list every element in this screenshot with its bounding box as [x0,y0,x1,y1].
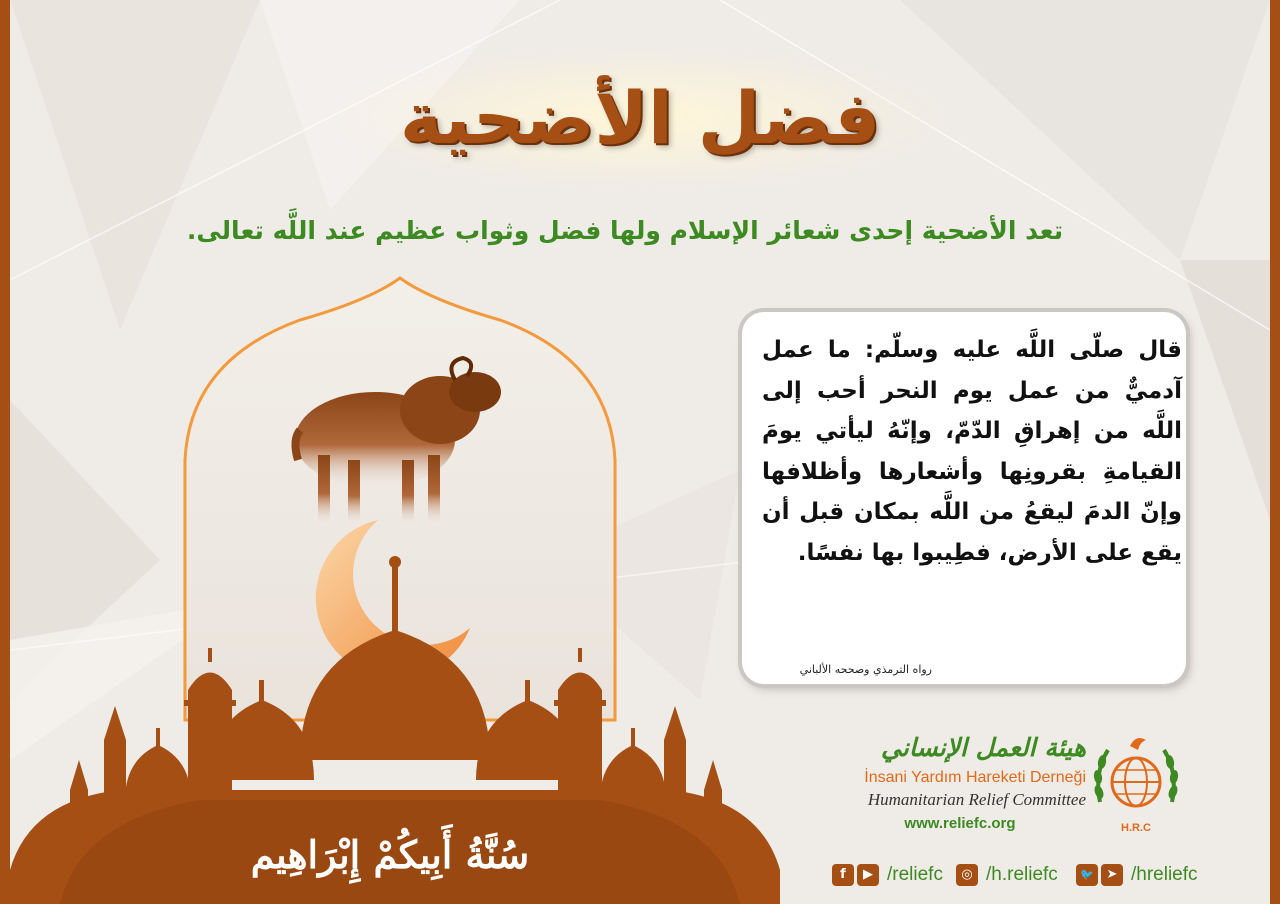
hadith-source: رواه الترمذي وصححه الألباني [799,663,932,676]
hrc-logo-icon [1090,732,1182,832]
org-name-english: Humanitarian Relief Committee [867,790,1086,809]
hrc-logo-text: H.R.C [1121,822,1151,834]
youtube-icon[interactable]: ▶ [857,864,879,886]
org-name-arabic: هيئة العمل الإنساني [881,733,1086,762]
page-title: فضل الأضحية [399,76,881,160]
instagram-icon[interactable]: ◎ [956,864,978,886]
page-subtitle: تعد الأضحية إحدى شعائر الإسلام ولها فضل وثواب عظيم عند اللَّه تعالى. [186,216,1064,245]
telegram-icon[interactable]: ➤ [1101,864,1123,886]
facebook-icon[interactable]: f [832,864,854,886]
hadith-text: قال صلّى اللَّه عليه وسلّم: ما عمل آدميٌّ من عمل يوم النحر أحب إلى اللَّه من إهراقِ الدّمّ، وإنّهُ ليأتي يومَ القيامةِ بقرونِها وأشعارها وأظلافها وإنّ الدمَ ليقعُ من اللَّه بمكان قبل أن يقع على الأرض، فطِيبوا بها نفسًا. [762,337,1182,566]
twitter-icon[interactable]: 🐦 [1076,864,1098,886]
mosque-caption: سُنَّةُ أَبِيكُمْ إِبْرَاهِيم [250,832,530,877]
social-instagram[interactable] [956,860,1058,890]
social-handle-hreliefc[interactable]: /hreliefc [1131,864,1198,885]
frame-right-border [1270,0,1280,904]
org-website-link[interactable]: www.reliefc.org [904,815,1016,832]
social-handle-h-reliefc[interactable]: /h.reliefc [986,864,1058,885]
social-twitter-telegram[interactable] [1076,860,1198,890]
frame-left-border [0,0,10,904]
social-handle-reliefc[interactable]: /reliefc [887,864,943,885]
org-name-turkish: İnsani Yardım Hareketi Derneği [864,769,1086,786]
social-facebook-youtube[interactable] [832,860,943,890]
